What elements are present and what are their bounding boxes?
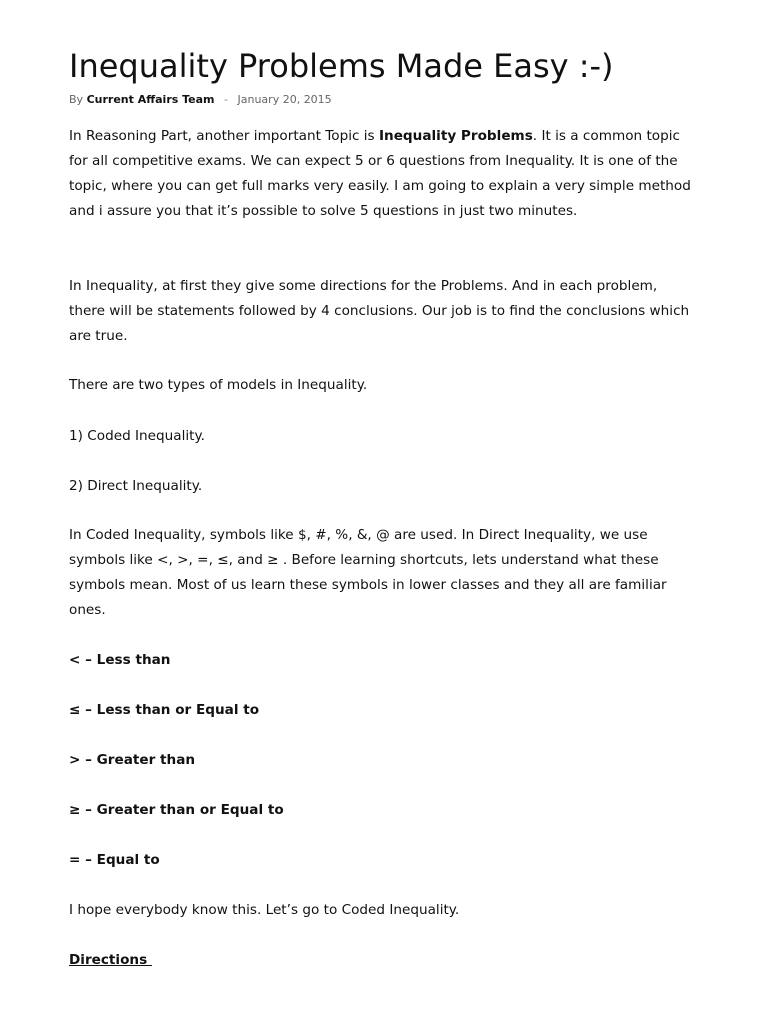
directions-paragraph: In Inequality, at first they give some directions for the Problems. And in each problem, there will be statements followed by 4 conclusions. Our job is to find the conclusions which are true.: [69, 278, 690, 344]
symbol-greater-equal: ≥ – Greater than or Equal to: [69, 802, 284, 818]
publish-date: January 20, 2015: [237, 93, 332, 106]
models-paragraph: There are two types of models in Inequality.: [69, 377, 368, 393]
intro-topic-bold: Inequality Problems: [378, 128, 533, 144]
symbol-greater-than: > – Greater than: [69, 752, 196, 768]
closing-paragraph: I hope everybody know this. Let’s go to Coded Inequality.: [69, 902, 460, 918]
byline-separator: -: [224, 93, 228, 106]
direct-inequality-item: 2) Direct Inequality.: [69, 478, 203, 494]
intro-text-end: . It is a common topic for all competitive exams. We can expect 5 or 6 questions from Inequality. It is one of the topic, where you can get full marks very easily. I am going to explain a very simple method and i assure you that it’s possible to solve 5 questions in just two minutes.: [69, 128, 691, 219]
intro-text-start: In Reasoning Part, another important Topic is: [69, 128, 379, 144]
coded-inequality-item: 1) Coded Inequality.: [69, 428, 205, 444]
intro-paragraph: [69, 124, 697, 224]
symbol-less-equal: ≤ – Less than or Equal to: [69, 702, 260, 718]
article-title: Inequality Problems Made Easy :-): [69, 47, 614, 85]
symbol-less-than: < – Less than: [69, 652, 171, 668]
symbols-paragraph: In Coded Inequality, symbols like $, #, %, &, @ are used. In Direct Inequality, we use symbols like <, >, =, ≤, and ≥ . Before learning shortcuts, lets understand what these symbols mean. Most of us learn these symbols in lower classes and they all are familiar ones.: [69, 527, 667, 618]
byline-prefix: By: [69, 93, 84, 106]
author-link[interactable]: Current Affairs Team: [86, 93, 215, 106]
directions-heading: Directions: [69, 952, 152, 968]
article-byline: [69, 91, 332, 109]
symbol-equal: = – Equal to: [69, 852, 160, 868]
